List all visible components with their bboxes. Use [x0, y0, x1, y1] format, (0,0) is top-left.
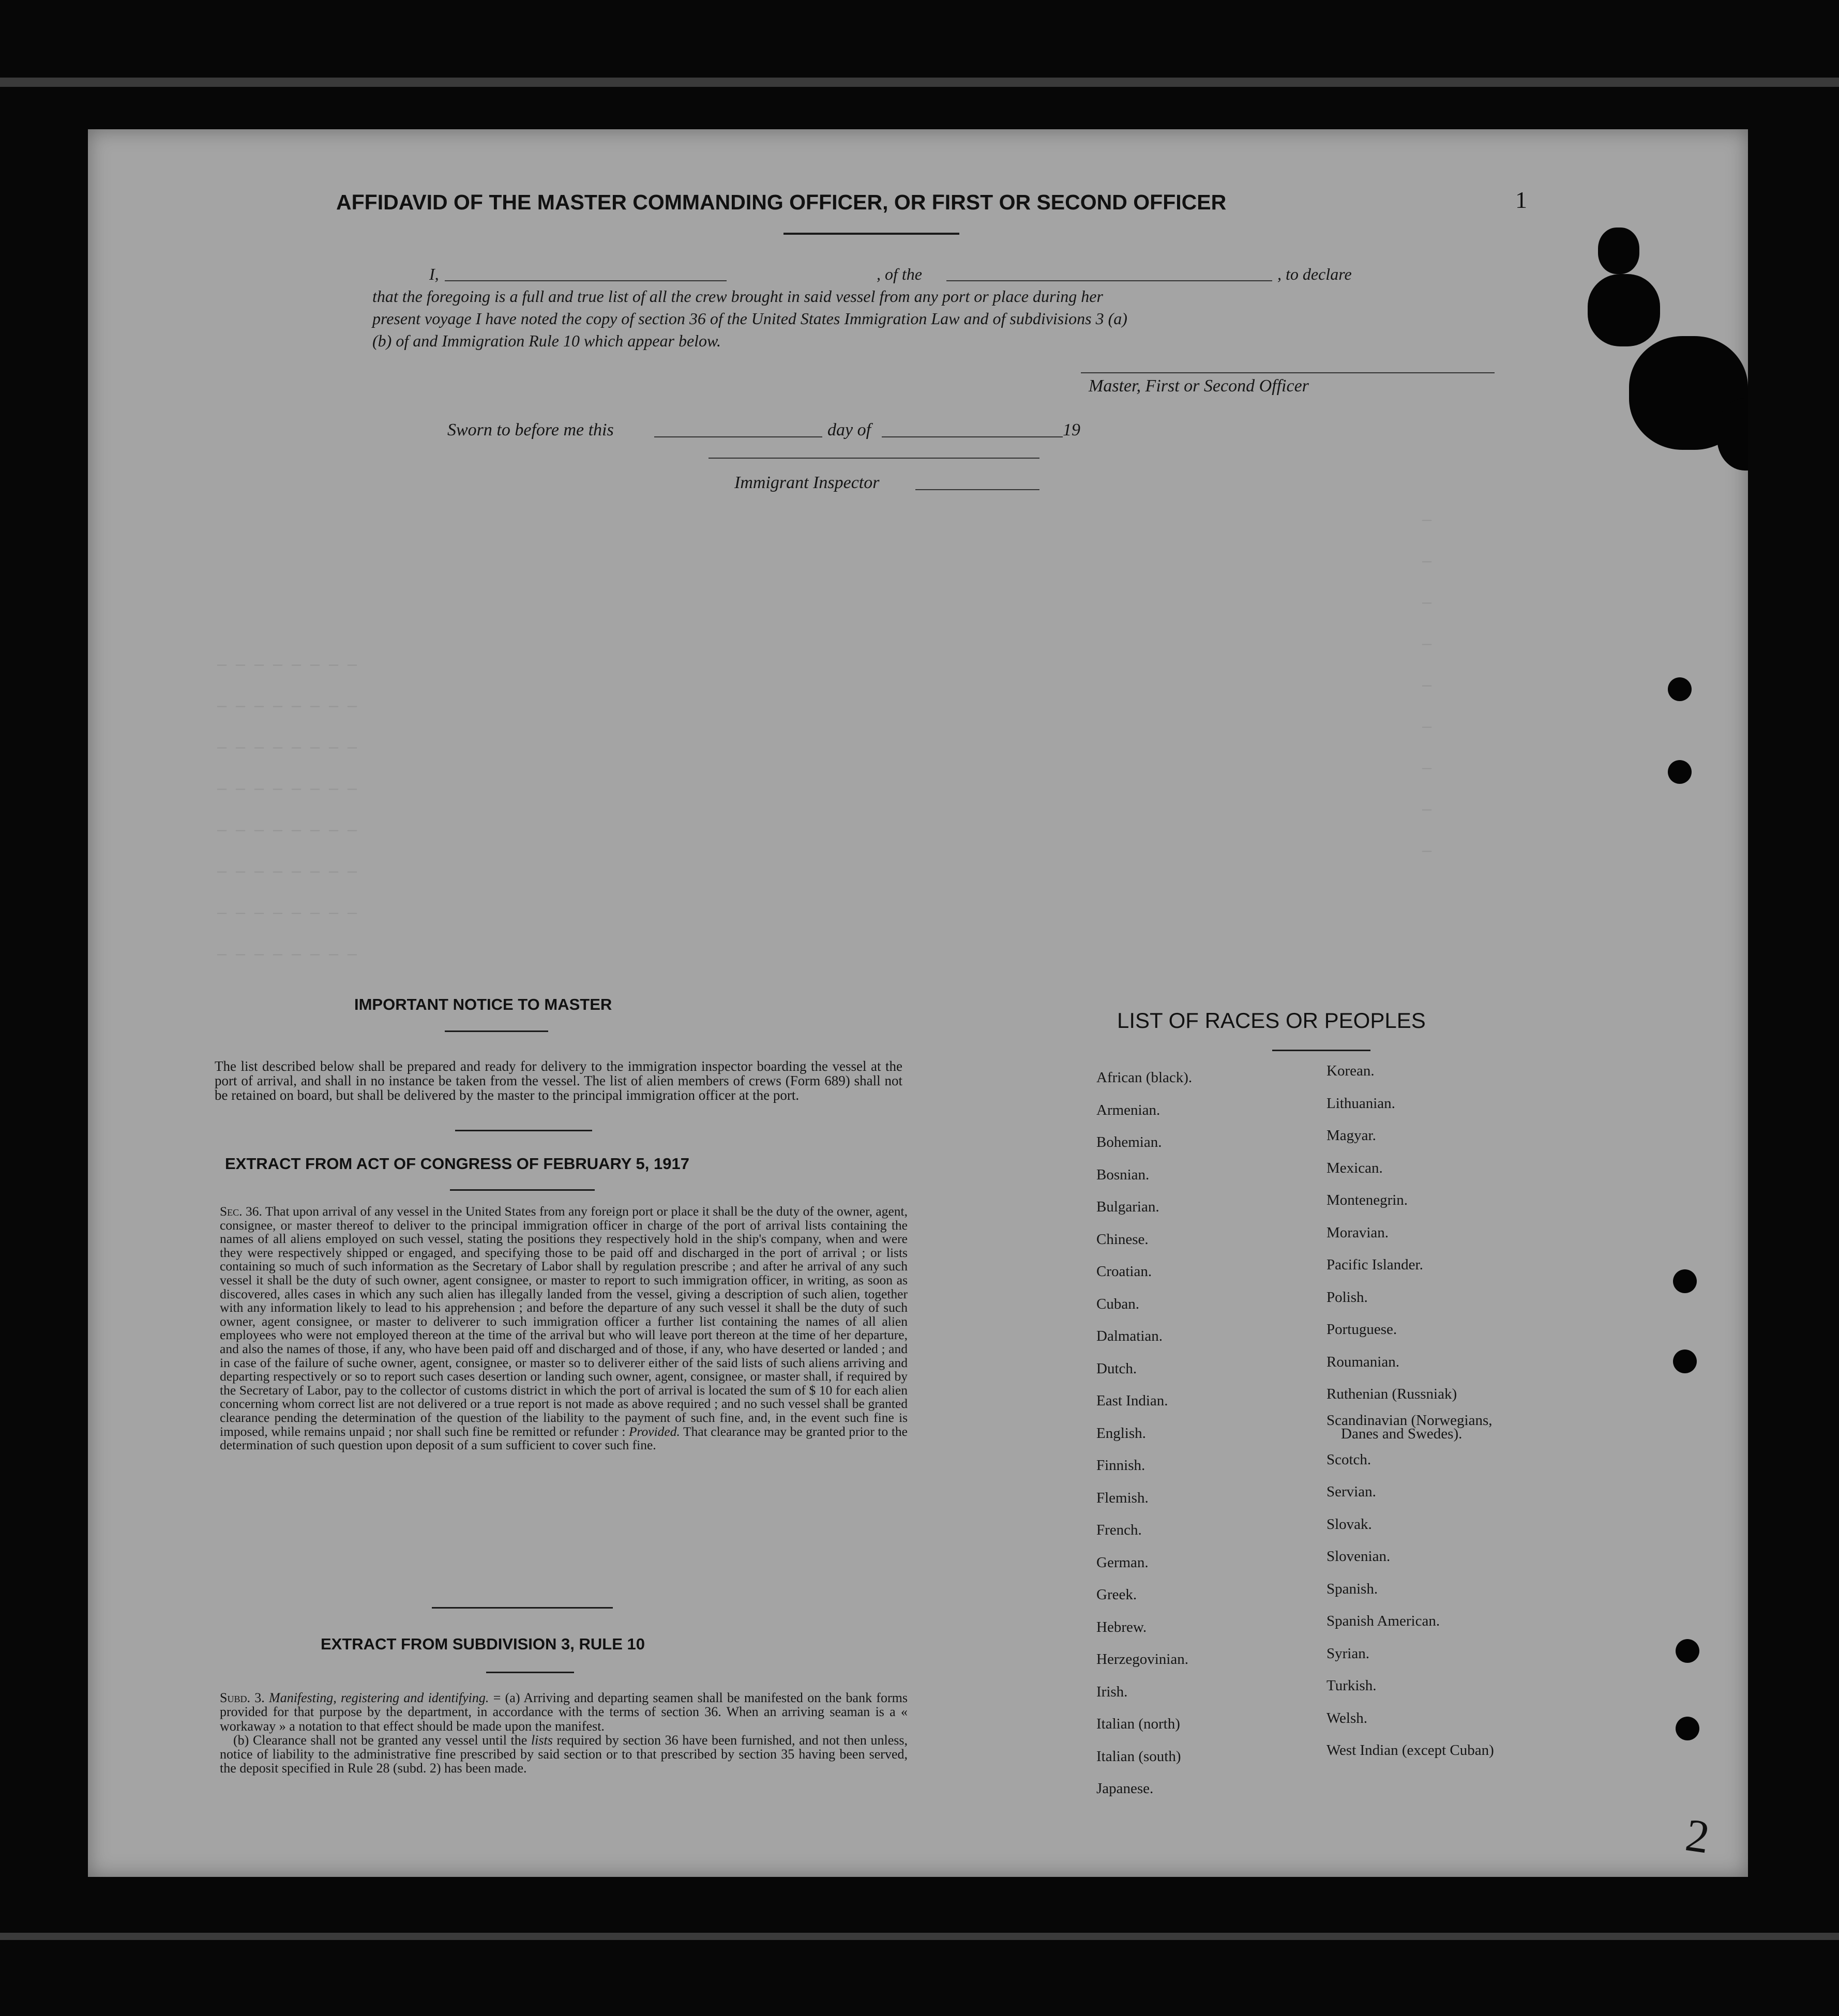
race-item: Dalmatian. [1096, 1328, 1163, 1344]
affidavit-body: that the foregoing is a full and true list of all the crew brought in said vessel from any port or place during her [372, 287, 1103, 306]
punch-hole [1673, 1350, 1697, 1373]
races-right-column [1327, 1055, 1494, 1767]
vessel-blank [946, 280, 1272, 281]
race-item: Greek. [1096, 1586, 1137, 1603]
race-item: Hebrew. [1096, 1618, 1147, 1635]
sworn-label: Sworn to before me this [447, 420, 614, 439]
race-item: Mexican. [1327, 1159, 1383, 1176]
race-item: Magyar. [1327, 1127, 1376, 1144]
race-item: Montenegrin. [1327, 1192, 1408, 1208]
scan-band-bottom [0, 1933, 1839, 1940]
race-item: Bosnian. [1096, 1166, 1150, 1183]
name-blank [445, 280, 727, 281]
bleed-through: — — — — — — — — — — — — — — — — — — — — — — — — — — — — — — — — — — — — — — — — — — — — — — — — — — — — — — — — — — — — — — — — [217, 657, 357, 964]
provided-label: Provided. [628, 1423, 680, 1439]
race-item: Polish. [1327, 1289, 1368, 1306]
inspector-label: Immigrant Inspector [734, 473, 880, 492]
affidavit-to-declare: , to declare [1277, 265, 1352, 283]
extract-act-title: EXTRACT FROM ACT OF CONGRESS OF FEBRUARY 5, 1917 [225, 1155, 689, 1173]
race-item: Bulgarian. [1096, 1199, 1159, 1215]
signatory-label: Master, First or Second Officer [1089, 376, 1309, 396]
race-item: Slovak. [1327, 1515, 1372, 1533]
race-item: Herzegovinian. [1096, 1651, 1188, 1668]
race-item: East Indian. [1096, 1392, 1168, 1409]
race-item: Armenian. [1096, 1101, 1160, 1118]
race-item: Ruthenian (Russniak) [1327, 1386, 1457, 1402]
damage-blot [1598, 228, 1639, 274]
race-item: Lithuanian. [1327, 1095, 1395, 1112]
notice-rule [445, 1030, 548, 1032]
extract-rule-rule [486, 1672, 574, 1673]
lists-word: lists [531, 1732, 553, 1748]
page-mark-bottom: 2 [1682, 1809, 1713, 1863]
race-item: Scotch. [1327, 1451, 1371, 1468]
scan-band-top [0, 78, 1839, 87]
page-mark-top: 1 [1515, 187, 1527, 213]
document-page [88, 129, 1748, 1877]
day-blank [654, 436, 822, 437]
race-item: Irish. [1096, 1683, 1128, 1700]
subd-label: Subd. 3. [220, 1690, 265, 1705]
race-item: Cuban. [1096, 1295, 1139, 1312]
race-item: French. [1096, 1522, 1142, 1538]
race-item: Croatian. [1096, 1263, 1152, 1280]
race-item: Danes and Swedes). [1341, 1425, 1463, 1442]
race-item: Syrian. [1327, 1645, 1369, 1662]
punch-hole [1676, 1639, 1699, 1663]
race-item: Italian (south) [1096, 1748, 1181, 1765]
title-rule [783, 233, 959, 235]
year-prefix: 19 [1063, 420, 1080, 439]
section-36-text [220, 1205, 908, 1452]
race-item: Bohemian. [1096, 1134, 1162, 1150]
race-item: Flemish. [1096, 1489, 1149, 1506]
race-item: Italian (north) [1096, 1716, 1180, 1732]
subd-b-label: (b) [233, 1732, 249, 1748]
subd-heading: Manifesting, registering and identifying. [269, 1690, 489, 1705]
rule-10-text [220, 1691, 908, 1776]
punch-hole [1673, 1269, 1697, 1293]
subd-b-text: Clearance shall not be granted any vessel until the [252, 1732, 527, 1748]
section-body-end: That clearance may be granted prior to the determination of such question upon deposit of a sum sufficient to cover such fine. [220, 1423, 908, 1453]
punch-hole [1668, 760, 1692, 784]
inspector-blank [915, 489, 1039, 490]
race-item: Turkish. [1327, 1677, 1377, 1694]
race-item: Spanish. [1327, 1580, 1378, 1597]
race-item: Roumanian. [1327, 1353, 1399, 1370]
subd-b-text-end: required by section 36 have been furnished, and not then unless, notice of liability to the administrative fine prescribed by said section or to that prescribed by section 35 having been served, the deposit specified in Rule 28 (subd. 2) has been made. [220, 1732, 908, 1776]
extract-act-rule [450, 1189, 595, 1191]
day-of-label: day of [827, 420, 871, 439]
affidavit-body: (b) of and Immigration Rule 10 which appear below. [372, 331, 721, 350]
race-item: Spanish American. [1327, 1613, 1440, 1629]
race-item: Korean. [1327, 1063, 1375, 1079]
race-item: Portuguese. [1327, 1321, 1397, 1338]
damage-blot [1588, 274, 1660, 346]
race-item: Japanese. [1096, 1780, 1154, 1797]
race-item: Welsh. [1327, 1709, 1368, 1726]
race-item: Finnish. [1096, 1457, 1145, 1474]
affidavit-body: present voyage I have noted the copy of section 36 of the United States Immigration Law and of subdivisions 3 (a) [372, 309, 1127, 328]
inspector-sign-line [709, 458, 1039, 459]
races-title: LIST OF RACES OR PEOPLES [1117, 1008, 1426, 1033]
bleed-through: — — — — — — — — — [1422, 512, 1432, 860]
extract-act-end-rule [432, 1607, 613, 1609]
signature-line [1081, 372, 1495, 373]
affidavit-of-the: , of the [877, 265, 922, 283]
race-item: Servian. [1327, 1483, 1376, 1500]
month-blank [882, 436, 1063, 437]
races-left-column [1096, 1062, 1192, 1805]
race-item: Pacific Islander. [1327, 1256, 1423, 1273]
section-body: That upon arrival of any vessel in the United States from any foreign port or place it shall be the duty of the owner, agent, consignee, or master thereof to deliver to the principal immigration officer in charge of the port of arrival lists containing the names of all aliens employed on such vessel, stating the positions they respectively hold in the ship's company, when and were they were respectively shipped or engaged, and specifying those to be paid off and discharged in the port of arrival ; or lists containing so much of such information as the Secretary of Labor shall by regulation prescribe ; and after he arrival of any such vessel it shall be the duty of such owner, agent consignee, or master to report to such immigration officer, in writing, as soon as discovered, alles cases in which any such alien has illegally landed from the vessel, giving a description of such alien, together with any information likely to lead to his apprehension ; and before the departure of any such vessel it shall be the duty of such owner, agent consignee, or master to deliverer to such immigration officer a further list containing the names of all alien employees who were not employed thereon at the time of the arrival but who will leave port thereon at the time of her departure, and also the names of those, if any, who have been paid off and discharged and of those, if any, who have deserted or landed ; and in case of the failure of suche owner, agent, consignee, or master so to deliverer either of the said lists of such aliens arriving and departing respectively or so to report such cases desertion or landing such owner, agent, consignee, or master shall, if required by the Secretary of Labor, pay to the collector of customs district in which the port of arrival is located the sum of $ 10 for each alien concerning whom correct list are not delivered or a true report is not made as above required ; and no such vessel shall be granted clearance pending the determination of the question of the liability to the payment of such fine, and, in the event such fine is imposed, while remains unpaid ; nor shall such fine be remitted or refunder : [220, 1204, 908, 1439]
notice-text: The list described below shall be prepared and ready for delivery to the immigration inspector boarding the vessel at the port of arrival, and shall in no instance be taken from the vessel. The list of alien members of crews (Form 689) shall not be retained on board, but shall be delivered by the master to the principal immigration officer at the port. [215, 1058, 902, 1103]
race-item: Moravian. [1327, 1224, 1389, 1241]
race-item: English. [1096, 1424, 1146, 1442]
race-item: West Indian (except Cuban) [1327, 1742, 1494, 1759]
races-rule [1272, 1050, 1370, 1051]
race-item: Slovenian. [1327, 1548, 1391, 1565]
subd-a-text: = (a) Arriving and departing seamen shall be manifested on the bank forms provided for that purpose by the department, in accordance with the terms of section 36. When an arriving seaman is a « workaway » a notation to that effect should be made upon the manifest. [220, 1690, 908, 1734]
extract-rule-title: EXTRACT FROM SUBDIVISION 3, RULE 10 [321, 1635, 645, 1653]
race-item: German. [1096, 1554, 1149, 1571]
notice-end-rule [455, 1130, 592, 1131]
race-item: African (black). [1096, 1069, 1193, 1086]
race-item: Chinese. [1096, 1231, 1149, 1248]
notice-title: IMPORTANT NOTICE TO MASTER [354, 995, 612, 1013]
punch-hole [1668, 677, 1692, 701]
section-label: Sec. 36. [220, 1204, 262, 1219]
affidavit-title: AFFIDAVID OF THE MASTER COMMANDING OFFICER, OR FIRST OR SECOND OFFICER [336, 190, 1227, 214]
punch-hole [1676, 1717, 1699, 1740]
race-item: Scandinavian (Norwegians, [1327, 1412, 1493, 1429]
affidavit-i: I, [429, 265, 439, 283]
race-item: Dutch. [1096, 1360, 1137, 1377]
